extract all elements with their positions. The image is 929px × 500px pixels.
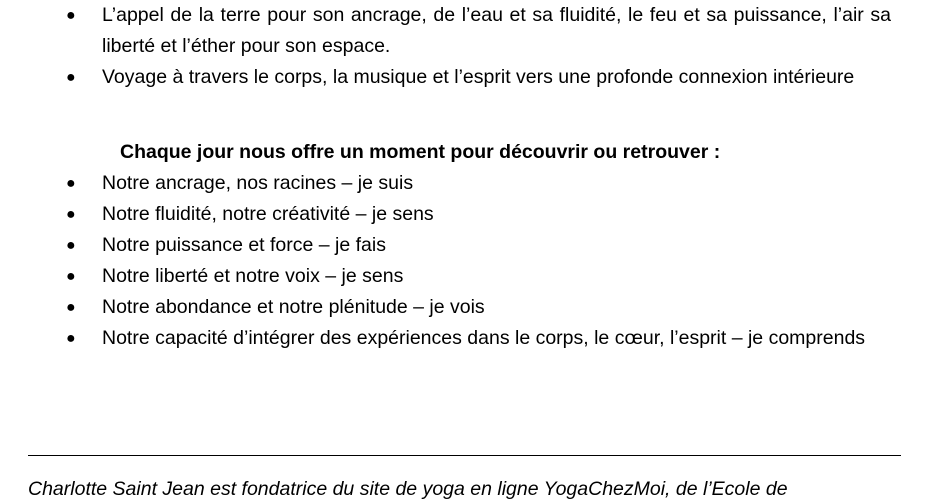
list-item [38,292,891,323]
list-item-text: Voyage à travers le corps, la musique et l’esprit vers une profonde connexion intérieure [102,66,855,88]
list-item-text: L’appel de la terre pour son ancrage, de l’eau et sa fluidité, le feu et sa puissance, l’air sa liberté et l’éther pour son espace. [102,4,891,57]
bullet-icon: ● [66,330,76,347]
bulleted-list-top [38,0,891,93]
list-item-text: Notre puissance et force – je fais [102,234,386,256]
list-item [38,230,891,261]
bullet-icon: ● [66,175,76,192]
list-item [38,0,891,62]
list-item [38,261,891,292]
list-item-text: Notre ancrage, nos racines – je suis [102,172,414,194]
bullet-icon: ● [66,299,76,316]
bullet-icon: ● [66,206,76,223]
bullet-icon: ● [66,237,76,254]
bulleted-list-daily [38,168,891,354]
section-heading: Chaque jour nous offre un moment pour découvrir ou retrouver : [120,141,721,163]
list-item-text: Notre liberté et notre voix – je sens [102,265,404,287]
footer-divider [28,455,901,456]
list-item [38,323,891,354]
list-item [38,62,891,93]
bullet-icon: ● [66,69,76,86]
list-item [38,199,891,230]
list-item-text: Notre capacité d’intégrer des expériences dans le corps, le cœur, l’esprit – je comprends [102,327,866,349]
footer-note: Charlotte Saint Jean est fondatrice du site de yoga en ligne YogaChezMoi, de l’Ecole de [28,478,788,500]
list-item [38,168,891,199]
bullet-icon: ● [66,268,76,285]
bullet-icon: ● [66,7,76,24]
list-item-text: Notre fluidité, notre créativité – je sens [102,203,434,225]
list-item-text: Notre abondance et notre plénitude – je vois [102,296,485,318]
